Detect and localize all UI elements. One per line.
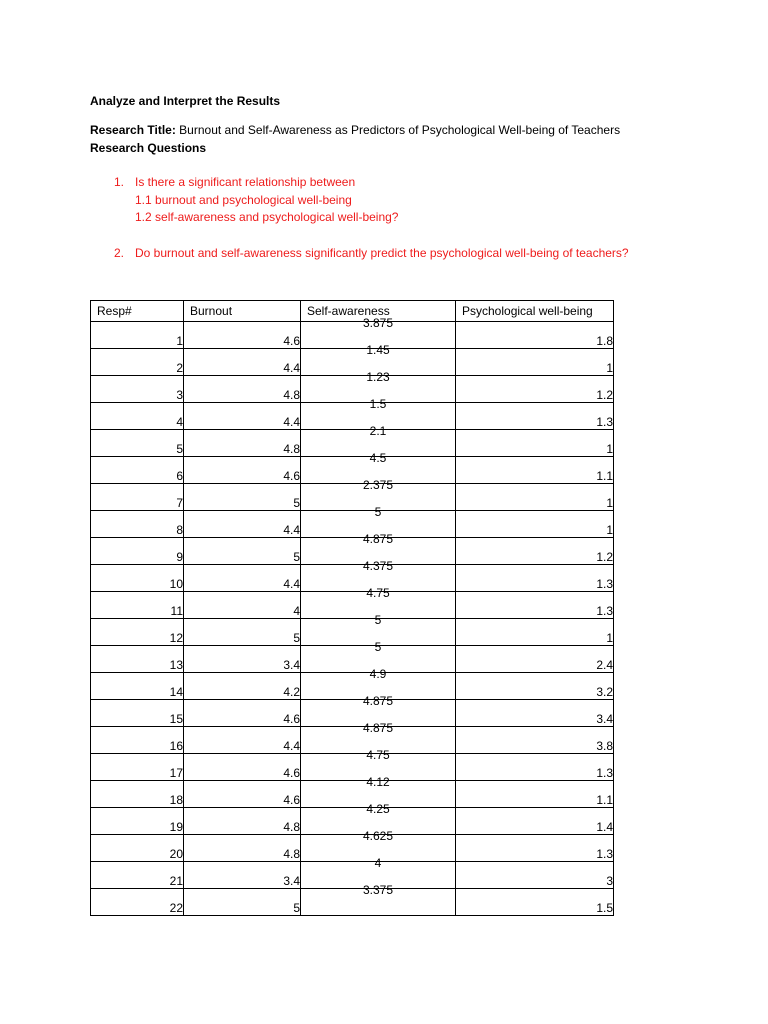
cell-resp xyxy=(91,376,184,403)
cell-value: 4.625 xyxy=(362,829,394,843)
cell-value: 4.25 xyxy=(366,802,390,816)
cell-value: 1.3 xyxy=(596,847,613,861)
cell-value: 4.8 xyxy=(283,388,300,402)
question-1-1 xyxy=(135,193,352,207)
cell-value: 5 xyxy=(176,442,183,456)
cell-value: 4 xyxy=(293,604,300,618)
cell-value: 1.1 xyxy=(596,793,613,807)
cell-burnout xyxy=(184,430,301,457)
cell-value: 3.4 xyxy=(283,658,300,672)
cell-burnout xyxy=(184,403,301,430)
cell-burnout xyxy=(184,781,301,808)
cell-resp xyxy=(91,592,184,619)
cell-value: 4 xyxy=(176,415,183,429)
cell-value: 15 xyxy=(169,712,183,726)
cell-value: 4.6 xyxy=(283,712,300,726)
cell-value: 20 xyxy=(169,847,183,861)
table-row xyxy=(91,619,614,646)
cell-burnout xyxy=(184,727,301,754)
cell-value: 3.2 xyxy=(596,685,613,699)
table-row xyxy=(91,322,614,349)
cell-value: 1.3 xyxy=(596,604,613,618)
cell-value: 2 xyxy=(176,361,183,375)
cell-value: 4.8 xyxy=(283,820,300,834)
header-psychological-well-being: Psychological well-being xyxy=(456,301,614,322)
cell-burnout xyxy=(184,808,301,835)
header-burnout: Burnout xyxy=(184,301,301,322)
cell-psychological-well-being xyxy=(456,538,614,565)
cell-psychological-well-being xyxy=(456,430,614,457)
table-row xyxy=(91,673,614,700)
cell-value: 4.4 xyxy=(283,523,300,537)
table-row xyxy=(91,511,614,538)
cell-value: 3 xyxy=(176,388,183,402)
question-text: 1.1 burnout and psychological well-being xyxy=(135,193,352,207)
cell-value: 1.2 xyxy=(596,550,613,564)
research-title-line xyxy=(90,123,620,137)
table-row xyxy=(91,403,614,430)
table-row xyxy=(91,700,614,727)
cell-burnout xyxy=(184,592,301,619)
table-row xyxy=(91,889,614,916)
cell-value: 4.875 xyxy=(362,694,394,708)
cell-value: 13 xyxy=(169,658,183,672)
table-row xyxy=(91,376,614,403)
cell-value: 4.875 xyxy=(362,721,394,735)
cell-value: 4.4 xyxy=(283,739,300,753)
cell-value: 9 xyxy=(176,550,183,564)
table-row xyxy=(91,349,614,376)
table-row xyxy=(91,538,614,565)
cell-value: 4.5 xyxy=(369,451,387,465)
cell-resp xyxy=(91,781,184,808)
cell-value: 1.45 xyxy=(366,343,390,357)
cell-value: 5 xyxy=(293,631,300,645)
question-number: 2. xyxy=(114,246,125,260)
table-row xyxy=(91,835,614,862)
cell-psychological-well-being xyxy=(456,646,614,673)
cell-burnout xyxy=(184,484,301,511)
table-row xyxy=(91,808,614,835)
cell-resp xyxy=(91,403,184,430)
cell-psychological-well-being xyxy=(456,835,614,862)
table-row xyxy=(91,781,614,808)
header-resp: Resp# xyxy=(91,301,184,322)
cell-value: 1.8 xyxy=(596,334,613,348)
document-heading: Analyze and Interpret the Results xyxy=(90,94,281,108)
cell-burnout xyxy=(184,673,301,700)
cell-value: 11 xyxy=(170,604,183,618)
cell-burnout xyxy=(184,376,301,403)
cell-resp xyxy=(91,673,184,700)
cell-value: 2.375 xyxy=(362,478,394,492)
cell-value: 5 xyxy=(293,550,300,564)
cell-burnout xyxy=(184,889,301,916)
cell-value: 4.8 xyxy=(283,847,300,861)
cell-psychological-well-being xyxy=(456,808,614,835)
cell-value: 5 xyxy=(293,496,300,510)
cell-value: 5 xyxy=(374,505,382,519)
cell-resp xyxy=(91,565,184,592)
table-row xyxy=(91,727,614,754)
cell-resp xyxy=(91,727,184,754)
cell-resp xyxy=(91,835,184,862)
cell-value: 1 xyxy=(606,496,613,510)
question-number: 1. xyxy=(114,175,125,189)
table-row xyxy=(91,430,614,457)
table-row xyxy=(91,646,614,673)
cell-value: 17 xyxy=(169,766,183,780)
cell-value: 1 xyxy=(176,334,183,348)
cell-value: 4 xyxy=(374,856,382,870)
research-title-label: Research Title: xyxy=(90,123,176,137)
cell-value: 1 xyxy=(606,361,613,375)
table-row xyxy=(91,457,614,484)
cell-value: 2.1 xyxy=(369,424,387,438)
research-questions-heading: Research Questions xyxy=(90,141,207,155)
cell-resp xyxy=(91,700,184,727)
cell-resp xyxy=(91,430,184,457)
cell-burnout xyxy=(184,538,301,565)
cell-value: 4.4 xyxy=(283,577,300,591)
cell-burnout xyxy=(184,646,301,673)
cell-value: 22 xyxy=(169,901,183,915)
cell-value: 4.6 xyxy=(283,766,300,780)
cell-burnout xyxy=(184,349,301,376)
cell-resp xyxy=(91,457,184,484)
cell-value: 1.2 xyxy=(596,388,613,402)
cell-value: 3.875 xyxy=(362,316,394,330)
cell-resp xyxy=(91,754,184,781)
table-body xyxy=(91,316,614,916)
question-text: Do burnout and self-awareness significantly predict the psychological well-being of teachers? xyxy=(135,246,629,260)
cell-value: 4.875 xyxy=(362,532,394,546)
cell-value: 1.4 xyxy=(596,820,613,834)
cell-burnout xyxy=(184,511,301,538)
header-self-awareness: Self-awareness xyxy=(301,301,456,322)
cell-value: 4.6 xyxy=(283,334,300,348)
cell-psychological-well-being xyxy=(456,781,614,808)
cell-psychological-well-being xyxy=(456,592,614,619)
cell-value: 18 xyxy=(169,793,183,807)
cell-value: 4.2 xyxy=(283,685,300,699)
cell-value: 3.4 xyxy=(596,712,613,726)
cell-value: 3.375 xyxy=(362,883,394,897)
cell-value: 4.75 xyxy=(366,586,390,600)
cell-value: 3.4 xyxy=(283,874,300,888)
question-text: Is there a significant relationship between xyxy=(135,175,356,189)
table-row xyxy=(91,754,614,781)
cell-value: 1 xyxy=(606,523,613,537)
cell-resp xyxy=(91,484,184,511)
cell-psychological-well-being xyxy=(456,403,614,430)
cell-psychological-well-being xyxy=(456,619,614,646)
cell-psychological-well-being xyxy=(456,673,614,700)
cell-burnout xyxy=(184,700,301,727)
cell-psychological-well-being xyxy=(456,484,614,511)
cell-value: 2.4 xyxy=(596,658,613,672)
cell-psychological-well-being xyxy=(456,889,614,916)
cell-value: 4.12 xyxy=(366,775,390,789)
cell-value: 14 xyxy=(169,685,183,699)
cell-value: 1 xyxy=(606,631,613,645)
cell-value: 4.4 xyxy=(283,415,300,429)
cell-resp xyxy=(91,862,184,889)
cell-burnout xyxy=(184,862,301,889)
table-row xyxy=(91,484,614,511)
table-row xyxy=(91,592,614,619)
cell-burnout xyxy=(184,619,301,646)
cell-value: 5 xyxy=(374,613,382,627)
cell-value: 7 xyxy=(176,496,183,510)
table-header-row xyxy=(91,301,614,322)
cell-value: 10 xyxy=(169,577,183,591)
cell-value: 1.23 xyxy=(366,370,390,384)
cell-burnout xyxy=(184,565,301,592)
cell-value: 4.75 xyxy=(366,748,390,762)
cell-psychological-well-being xyxy=(456,862,614,889)
cell-resp xyxy=(91,349,184,376)
question-text: 1.2 self-awareness and psychological well-being? xyxy=(135,210,399,224)
cell-psychological-well-being xyxy=(456,565,614,592)
cell-value: 4.9 xyxy=(369,667,387,681)
cell-value: 3 xyxy=(606,874,613,888)
cell-resp xyxy=(91,538,184,565)
cell-value: 4.6 xyxy=(283,793,300,807)
cell-value: 4.4 xyxy=(283,361,300,375)
cell-value: 4.8 xyxy=(283,442,300,456)
table-row xyxy=(91,565,614,592)
cell-value: 16 xyxy=(169,739,183,753)
cell-resp xyxy=(91,646,184,673)
cell-psychological-well-being xyxy=(456,322,614,349)
question-1-2 xyxy=(135,210,398,224)
results-table xyxy=(90,300,614,916)
cell-value: 19 xyxy=(169,820,183,834)
cell-value: 1.5 xyxy=(596,901,613,915)
cell-psychological-well-being xyxy=(456,376,614,403)
cell-value: 1.5 xyxy=(369,397,387,411)
cell-resp xyxy=(91,322,184,349)
cell-burnout xyxy=(184,457,301,484)
cell-psychological-well-being xyxy=(456,700,614,727)
cell-burnout xyxy=(184,754,301,781)
cell-burnout xyxy=(184,322,301,349)
cell-value: 1.3 xyxy=(596,415,613,429)
cell-resp xyxy=(91,511,184,538)
cell-value: 8 xyxy=(176,523,183,537)
cell-value: 1.3 xyxy=(596,766,613,780)
cell-value: 3.8 xyxy=(596,739,613,753)
cell-value: 4.6 xyxy=(283,469,300,483)
table-row xyxy=(91,862,614,889)
cell-value: 6 xyxy=(176,469,183,483)
cell-psychological-well-being xyxy=(456,754,614,781)
cell-psychological-well-being xyxy=(456,511,614,538)
cell-resp xyxy=(91,889,184,916)
cell-burnout xyxy=(184,835,301,862)
research-title-text: Burnout and Self-Awareness as Predictors of Psychological Well-being of Teachers xyxy=(179,123,621,137)
cell-value: 12 xyxy=(169,631,183,645)
cell-value: 5 xyxy=(293,901,300,915)
cell-self-awareness xyxy=(301,883,456,916)
cell-value: 1.1 xyxy=(596,469,613,483)
cell-psychological-well-being xyxy=(456,349,614,376)
cell-psychological-well-being xyxy=(456,727,614,754)
cell-resp xyxy=(91,619,184,646)
cell-value: 21 xyxy=(169,874,183,888)
cell-resp xyxy=(91,808,184,835)
cell-value: 5 xyxy=(374,640,382,654)
cell-psychological-well-being xyxy=(456,457,614,484)
cell-value: 1.3 xyxy=(596,577,613,591)
cell-value: 1 xyxy=(606,442,613,456)
cell-value: 4.375 xyxy=(362,559,394,573)
